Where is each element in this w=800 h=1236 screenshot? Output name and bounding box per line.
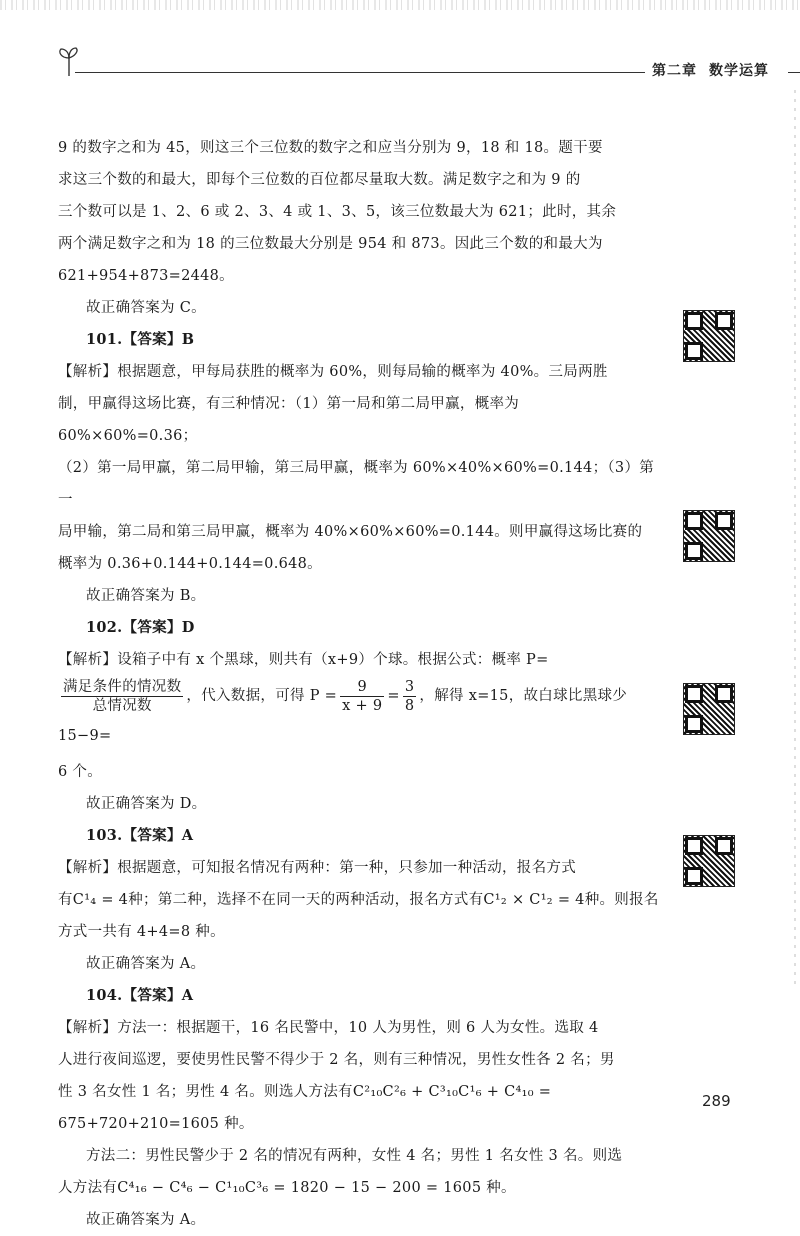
formula-line xyxy=(58,676,660,756)
answer-line: 故正确答案为 A。 xyxy=(86,956,206,972)
qr-code-104[interactable] xyxy=(683,835,735,887)
answer-line: 故正确答案为 D。 xyxy=(86,796,207,812)
text-line: 制，甲赢得这场比赛，有三种情况：（1）第一局和第二局甲赢，概率为 60%×60%=0.36； xyxy=(58,396,520,444)
text-line: 【解析】根据题意，甲每局获胜的概率为 60%，则每局输的概率为 40%。三局两胜 xyxy=(58,364,608,380)
text-line: （2）第一局甲赢，第二局甲输，第三局甲赢，概率为 60%×40%×60%=0.144；（3）第一 xyxy=(58,460,655,508)
text-line: 9 的数字之和为 45，则这三个三位数的数字之和应当分别为 9，18 和 18。题干要 xyxy=(58,140,603,156)
chapter-name: 数学运算 xyxy=(709,63,769,79)
fraction xyxy=(61,678,183,715)
fraction-denominator: x + 9 xyxy=(342,697,383,714)
fraction-numerator: 满足条件的情况数 xyxy=(63,678,182,695)
text-line: 方法二：男性民警少于 2 名的情况有两种，女性 4 名；男性 1 名女性 3 名。则选 xyxy=(86,1148,623,1164)
page-number: 289 xyxy=(702,1092,731,1110)
page-header xyxy=(55,46,800,86)
text-line: 621+954+873=2448。 xyxy=(58,268,234,284)
fraction-denominator: 8 xyxy=(404,697,415,714)
question-heading: 104.【答案】A xyxy=(86,987,194,1004)
scan-noise xyxy=(0,0,800,10)
text-segment: ，解得 x=15，故白球比黑球少 15−9= xyxy=(58,688,628,744)
sprout-icon xyxy=(55,46,85,80)
text-line: 有C¹₄ = 4种；第二种，选择不在同一天的两种活动，报名方式有C¹₂ × C¹₂ = 4种。则报名 xyxy=(58,892,659,908)
header-rule xyxy=(75,72,645,73)
fraction xyxy=(403,678,417,715)
text-line: 求这三个数的和最大，即每个三位数的百位都尽量取大数。满足数字之和为 9 的 xyxy=(58,172,581,188)
chapter-title xyxy=(652,60,769,80)
text-line: 6 个。 xyxy=(58,764,103,780)
scan-edge xyxy=(794,90,796,990)
text-line: 人进行夜间巡逻，要使男性民警不得少于 2 名，则有三种情况，男性女性各 2 名；男 xyxy=(58,1052,615,1068)
header-rule-right xyxy=(788,72,800,73)
qr-code-102[interactable] xyxy=(683,510,735,562)
text-line: 人方法有C⁴₁₆ − C⁴₆ − C¹₁₀C³₆ = 1820 − 15 − 200 = 1605 种。 xyxy=(58,1180,516,1196)
qr-code-103[interactable] xyxy=(683,683,735,735)
text-line: 概率为 0.36+0.144+0.144=0.648。 xyxy=(58,556,322,572)
text-line: 【解析】根据题意，可知报名情况有两种：第一种，只参加一种活动，报名方式 xyxy=(58,860,576,876)
fraction-numerator: 9 xyxy=(340,678,384,697)
text-line: 两个满足数字之和为 18 的三位数最大分别是 954 和 873。因此三个数的和最大为 xyxy=(58,236,603,252)
fraction-numerator: 3 xyxy=(404,678,415,695)
text-line: 局甲输，第二局和第三局甲赢，概率为 40%×60%×60%=0.144。则甲赢得这场比赛的 xyxy=(58,524,643,540)
text-segment: ，代入数据，可得 P = xyxy=(186,688,338,704)
text-line: 方式一共有 4+4=8 种。 xyxy=(58,924,225,940)
answer-line: 故正确答案为 A。 xyxy=(86,1212,206,1228)
page-body xyxy=(58,132,660,1236)
answer-line: 故正确答案为 C。 xyxy=(86,300,206,316)
question-heading: 101.【答案】B xyxy=(86,331,195,348)
text-line: 三个数可以是 1、2、6 或 2、3、4 或 1、3、5，该三位数最大为 621；此时，其余 xyxy=(58,204,617,220)
chapter-number: 第二章 xyxy=(652,63,697,79)
question-heading: 103.【答案】A xyxy=(86,827,194,844)
fraction xyxy=(340,678,384,715)
text-line: 【解析】设箱子中有 x 个黑球，则共有（x+9）个球。根据公式：概率 P= xyxy=(58,652,549,668)
text-line: 性 3 名女性 1 名；男性 4 名。则选人方法有C²₁₀C²₆ + C³₁₀C¹₆ + C⁴₁₀ = 675+720+210=1605 种。 xyxy=(58,1084,552,1132)
text-segment: = xyxy=(387,688,400,704)
qr-code-101[interactable] xyxy=(683,310,735,362)
fraction-denominator: 总情况数 xyxy=(92,697,152,714)
answer-line: 故正确答案为 B。 xyxy=(86,588,206,604)
text-line: 【解析】方法一：根据题干，16 名民警中，10 人为男性，则 6 人为女性。选取 4 xyxy=(58,1020,599,1036)
question-heading: 102.【答案】D xyxy=(86,619,195,636)
